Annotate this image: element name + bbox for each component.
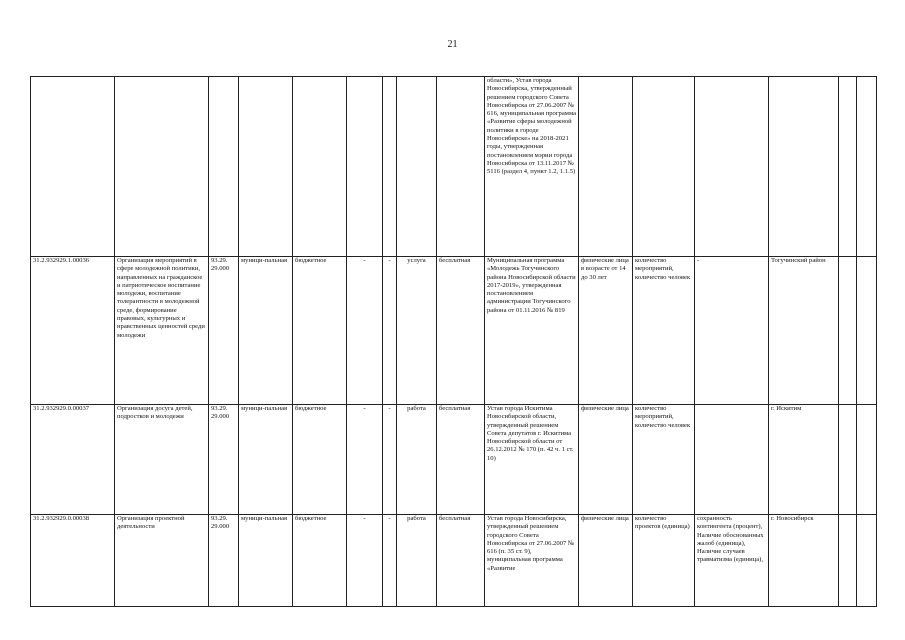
- quality-indicator-cell: -: [695, 257, 769, 405]
- consumer-category-cell: физические лица: [579, 405, 633, 515]
- volume-indicator-cell: количество мероприятий, количество человек: [633, 405, 695, 515]
- dash-cell-2: -: [383, 257, 397, 405]
- table-row: [31, 257, 877, 405]
- payment-type-cell: бесплатная: [437, 257, 485, 405]
- institution-type-cell: бюджетное: [293, 405, 347, 515]
- blank-cell-1: [839, 257, 857, 405]
- institution-type-cell: [293, 77, 347, 257]
- payment-type-cell: бесплатная: [437, 405, 485, 515]
- volume-indicator-cell: [633, 77, 695, 257]
- okved-code-cell: [209, 77, 239, 257]
- blank-cell-2: [857, 77, 877, 257]
- volume-indicator-cell: количество мероприятий, количество человек: [633, 257, 695, 405]
- legal-basis-cell: области», Устав города Новосибирска, утвержденный решением городского Совета Новосибирска от 27.06.2007 № 616, муниципальная программа «Развитие сферы молодежной политики в городе Новосибирске» на 2018-2021 годы, утвержденная постановлением мэрии города Новосибирска от 13.11.2017 № 5116 (раздел 4, пункт 1.2, 1.1.5): [485, 77, 579, 257]
- dash-cell-2: -: [383, 515, 397, 607]
- dash-cell-2: [383, 77, 397, 257]
- territory-cell: г. Искитим: [769, 405, 839, 515]
- payment-type-cell: [437, 77, 485, 257]
- legal-basis-cell: Устав города Новосибирска, утвержденный решением городского Совета Новосибирска от 27.06.2007 № 616 (п. 35 ст. 9), муниципальная программа «Развитие: [485, 515, 579, 607]
- consumer-category-cell: [579, 77, 633, 257]
- okved-code-cell: 93.29. 29.000: [209, 515, 239, 607]
- blank-cell-2: [857, 257, 877, 405]
- table-row: [31, 77, 877, 257]
- legal-basis-cell: Муниципальная программа «Молодежь Тогучинского района Новосибирской области 2017-2019», утвержденная постановлением администрации Тогучинского района от 01.11.2016 № 819: [485, 257, 579, 405]
- service-name-cell: Организация проектной деятельности: [115, 515, 209, 607]
- blank-cell-2: [857, 405, 877, 515]
- blank-cell-1: [839, 405, 857, 515]
- service-kind-cell: услуга: [397, 257, 437, 405]
- table-row: [31, 405, 877, 515]
- okved-code-cell: 93.29. 29.000: [209, 257, 239, 405]
- service-code-cell: 31.2.932929.0.00038: [31, 515, 115, 607]
- table-row: [31, 515, 877, 607]
- service-name-cell: Организация досуга детей, подростков и молодежи: [115, 405, 209, 515]
- service-name-cell: [115, 77, 209, 257]
- consumer-category-cell: физические лица: [579, 515, 633, 607]
- ownership-form-cell: муници-пальная: [239, 515, 293, 607]
- service-name-cell: Организация мероприятий в сфере молодежной политики, направленных на гражданское и патриотическое воспитание молодежи, воспитание толерантности в молодежной среде, формирование правовых, культурных и нравственных ценностей среди молодежи: [115, 257, 209, 405]
- blank-cell-1: [839, 77, 857, 257]
- quality-indicator-cell: [695, 405, 769, 515]
- service-kind-cell: работа: [397, 405, 437, 515]
- service-kind-cell: работа: [397, 515, 437, 607]
- quality-indicator-cell: сохранность контингента (процент), Наличие обоснованных жалоб (единица), Наличие случаев травматизма (единица),: [695, 515, 769, 607]
- page-number: 21: [447, 39, 458, 50]
- dash-cell-1: -: [347, 405, 383, 515]
- registry-table: [30, 76, 877, 607]
- ownership-form-cell: муници-пальная: [239, 405, 293, 515]
- legal-basis-cell: Устав города Искитима Новосибирской области, утвержденный решением Совета депутатов г. Искитима Новосибирской области от 26.12.2012 № 170 (п. 42 ч. 1 ст. 10): [485, 405, 579, 515]
- volume-indicator-cell: количество проектов (единица): [633, 515, 695, 607]
- territory-cell: Тогучинский район: [769, 257, 839, 405]
- service-code-cell: 31.2.932929.1.00036: [31, 257, 115, 405]
- quality-indicator-cell: [695, 77, 769, 257]
- dash-cell-1: -: [347, 257, 383, 405]
- service-code-cell: 31.2.932929.0.00037: [31, 405, 115, 515]
- payment-type-cell: бесплатная: [437, 515, 485, 607]
- dash-cell-1: [347, 77, 383, 257]
- consumer-category-cell: физические лица в возрасте от 14 до 30 лет: [579, 257, 633, 405]
- service-code-cell: [31, 77, 115, 257]
- ownership-form-cell: муници-пальная: [239, 257, 293, 405]
- dash-cell-2: -: [383, 405, 397, 515]
- service-kind-cell: [397, 77, 437, 257]
- institution-type-cell: бюджетное: [293, 515, 347, 607]
- blank-cell-1: [839, 515, 857, 607]
- territory-cell: г. Новосибирск: [769, 515, 839, 607]
- territory-cell: [769, 77, 839, 257]
- dash-cell-1: -: [347, 515, 383, 607]
- ownership-form-cell: [239, 77, 293, 257]
- okved-code-cell: 93.29. 29.000: [209, 405, 239, 515]
- institution-type-cell: бюджетное: [293, 257, 347, 405]
- blank-cell-2: [857, 515, 877, 607]
